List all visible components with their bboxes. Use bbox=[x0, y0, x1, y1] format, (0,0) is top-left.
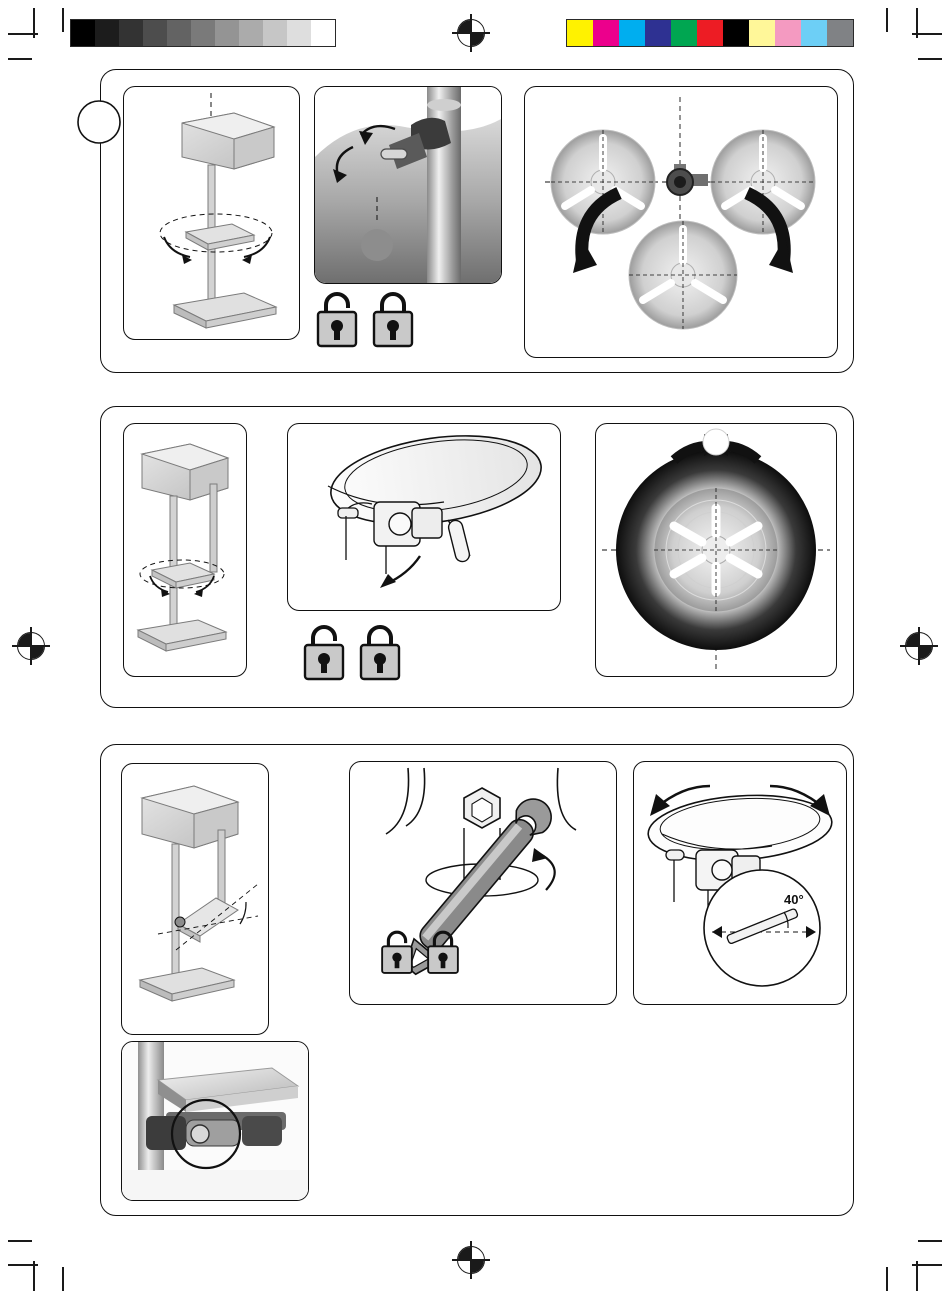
padlock-closed-icon bbox=[425, 927, 461, 975]
crop-mark-bottom-right-h bbox=[912, 1264, 942, 1266]
registration-target-left bbox=[17, 632, 45, 660]
lock-indicator-group-3 bbox=[379, 927, 461, 975]
gray-swatch-10 bbox=[311, 20, 335, 46]
gray-swatch-6 bbox=[215, 20, 239, 46]
registration-target-top bbox=[457, 19, 485, 47]
full-rotation-diagram bbox=[595, 423, 837, 677]
crop-mark-bottom-left-h bbox=[8, 1264, 38, 1266]
gray-swatch-3 bbox=[143, 20, 167, 46]
panel-step-3 bbox=[100, 744, 854, 1216]
crop-mark-top-right-h bbox=[912, 33, 942, 35]
gray-swatch-5 bbox=[191, 20, 215, 46]
registration-target-bottom bbox=[457, 1246, 485, 1274]
gray-swatch-0 bbox=[71, 20, 95, 46]
lock-indicator-group-1 bbox=[314, 288, 416, 348]
drill-press-tilt-diagram bbox=[121, 763, 269, 1035]
gray-swatch-1 bbox=[95, 20, 119, 46]
color-swatch-8 bbox=[775, 20, 801, 46]
color-swatch-4 bbox=[671, 20, 697, 46]
crop-mark-top-left-h bbox=[8, 33, 38, 35]
color-swatch-5 bbox=[697, 20, 723, 46]
gray-swatch-7 bbox=[239, 20, 263, 46]
tilt-angle-detail bbox=[633, 761, 847, 1005]
handwheel-rotation-diagram bbox=[524, 86, 838, 358]
crop-mark-top-right-h2 bbox=[918, 58, 942, 60]
color-swatch-10 bbox=[827, 20, 853, 46]
crop-mark-bottom-right-h2 bbox=[918, 1240, 942, 1242]
registration-target-right bbox=[905, 632, 933, 660]
padlock-open-icon bbox=[314, 288, 360, 348]
color-swatch-3 bbox=[645, 20, 671, 46]
crop-mark-top-left-h2 bbox=[8, 58, 32, 60]
crop-mark-bottom-right-v2 bbox=[886, 1267, 888, 1291]
grayscale-calibration-bar bbox=[70, 19, 336, 47]
padlock-open-icon bbox=[379, 927, 415, 975]
panel-step-1 bbox=[100, 69, 854, 373]
crop-mark-bottom-left-v2 bbox=[62, 1267, 64, 1291]
padlock-closed-icon bbox=[370, 288, 416, 348]
gray-swatch-2 bbox=[119, 20, 143, 46]
color-swatch-6 bbox=[723, 20, 749, 46]
color-swatch-9 bbox=[801, 20, 827, 46]
lock-indicator-group-2 bbox=[301, 621, 403, 681]
drill-press-column-diagram bbox=[123, 86, 300, 340]
gray-swatch-9 bbox=[287, 20, 311, 46]
color-swatch-7 bbox=[749, 20, 775, 46]
panel-step-2 bbox=[100, 406, 854, 708]
cmyk-calibration-bar bbox=[566, 19, 854, 47]
angle-callout-label: 40° bbox=[784, 892, 804, 907]
color-swatch-2 bbox=[619, 20, 645, 46]
table-underside-detail bbox=[287, 423, 561, 611]
photo-clamp-knob bbox=[314, 86, 502, 284]
drill-press-table-diagram bbox=[123, 423, 247, 677]
photo-tilt-pivot bbox=[121, 1041, 309, 1201]
gray-swatch-4 bbox=[167, 20, 191, 46]
crop-mark-top-left-v2 bbox=[62, 8, 64, 32]
gray-swatch-8 bbox=[263, 20, 287, 46]
color-swatch-1 bbox=[593, 20, 619, 46]
crop-mark-bottom-left-h2 bbox=[8, 1240, 32, 1242]
step-marker-circle bbox=[76, 99, 122, 145]
padlock-closed-icon bbox=[357, 621, 403, 681]
padlock-open-icon bbox=[301, 621, 347, 681]
color-swatch-0 bbox=[567, 20, 593, 46]
crop-mark-top-right-v2 bbox=[886, 8, 888, 32]
